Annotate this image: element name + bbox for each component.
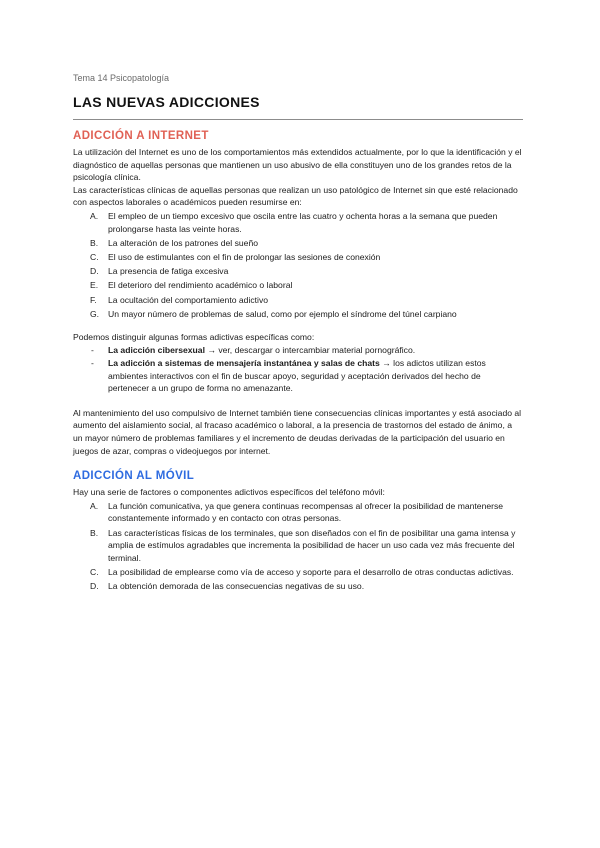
list-marker: D. (90, 581, 99, 592)
content-body (73, 128, 523, 594)
list-marker: B. (90, 237, 99, 248)
list-marker: A. (90, 210, 99, 221)
list-item (73, 265, 523, 278)
list-item (73, 566, 523, 579)
list-item-text: → los adictos utilizan estos ambientes interactivos con el fin de buscar apoyo, seguridad y aceptación derivados del hecho de pertenecer a un grupo de forma no amenazante. (108, 358, 486, 394)
list-item-text: La ocultación del comportamiento adictivo (108, 294, 269, 305)
list-item-text: → ver, descargar o intercambiar material pornográfico. (204, 345, 416, 356)
list-marker: - (91, 345, 94, 356)
list-item (73, 527, 523, 565)
list-item (73, 210, 523, 235)
list-item-text: El deterioro del rendimiento académico o laboral (108, 280, 293, 291)
list-item-text: Las características físicas de los terminales, que son diseñados con el fin de posibilitar una gama intensa y amplia de estímulos agradables que incrementa la posibilidad de hacer un uso cada vez más frecuente del terminal. (108, 527, 516, 563)
list-item-text: La presencia de fatiga excesiva (108, 266, 229, 277)
list-item (73, 308, 523, 321)
list-item-text: El uso de estimulantes con el fin de prolongar las sesiones de conexión (108, 251, 381, 262)
header-label: Tema 14 Psicopatología (73, 73, 170, 83)
list-item (73, 500, 523, 525)
list-item (73, 357, 523, 395)
term-bold: La adicción cibersexual (108, 345, 205, 356)
list-item (73, 294, 523, 307)
list-marker: E. (90, 280, 99, 291)
list-item (73, 251, 523, 264)
list-item-text: El empleo de un tiempo excesivo que oscila entre las cuatro y ochenta horas a la semana que pueden prolongarse hasta las veinte horas. (108, 210, 498, 234)
list-marker: F. (90, 294, 97, 305)
list-marker: A. (90, 500, 99, 511)
list-item (73, 279, 523, 292)
list-item-text: Un mayor número de problemas de salud, como por ejemplo el síndrome del túnel carpiano (108, 308, 457, 319)
title-divider (73, 119, 523, 120)
paragraph: Al mantenimiento del uso compulsivo de Internet también tiene consecuencias clínicas importantes y está asociado al aumento del aislamiento social, al fracaso académico o laboral, a la presencia de trastornos del estado de ánimo, a un mayor número de problemas familiares y el incremento de deudas derivadas de la participación del usuario en juegos de azar, compras o videojuegos por internet. (73, 407, 522, 456)
section-title-mobile: ADICCIÓN AL MÓVIL (73, 470, 195, 483)
list-item-text: La alteración de los patrones del sueño (108, 237, 259, 248)
list-item-text: La función comunicativa, ya que genera continuas recompensas al ofrecer la posibilidad de mantenerse constantemente informado y en contacto con otras personas. (108, 500, 504, 524)
list-item (73, 237, 523, 250)
internet-characteristics-list (73, 210, 523, 320)
list-marker: B. (90, 527, 99, 538)
paragraph: Hay una serie de factores o componentes adictivos específicos del teléfono móvil: (73, 487, 385, 498)
mobile-factors-list (73, 500, 523, 593)
list-item (73, 344, 523, 357)
addictive-forms-list (73, 344, 523, 394)
list-marker: C. (90, 566, 99, 577)
paragraph: Las características clínicas de aquellas personas que realizan un uso patológico de Internet sin que esté relacionado con aspectos laborales o académicos pueden resumirse en: (73, 184, 518, 208)
page-title: LAS NUEVAS ADICCIONES (73, 94, 260, 110)
list-item-text: La posibilidad de emplearse como vía de acceso y soporte para el desarrollo de otras conductas adictivas. (108, 566, 514, 577)
list-marker: D. (90, 266, 99, 277)
paragraph: Podemos distinguir algunas formas adictivas específicas como: (73, 331, 315, 342)
section-title-internet: ADICCIÓN A INTERNET (73, 130, 209, 142)
term-bold: La adicción a sistemas de mensajería instantánea y salas de chats (108, 358, 380, 369)
list-marker: G. (90, 308, 100, 319)
paragraph: La utilización del Internet es uno de los comportamientos más extendidos actualmente, por lo que la identificación y el diagnóstico de aquellas personas que mantienen un uso abusivo de ella constituyen uno de los grandes retos de la psicología clínica. (73, 147, 522, 183)
list-item (73, 580, 523, 593)
list-marker: C. (90, 251, 99, 262)
list-marker: - (91, 358, 94, 369)
list-item-text: La obtención demorada de las consecuencias negativas de su uso. (108, 581, 365, 592)
